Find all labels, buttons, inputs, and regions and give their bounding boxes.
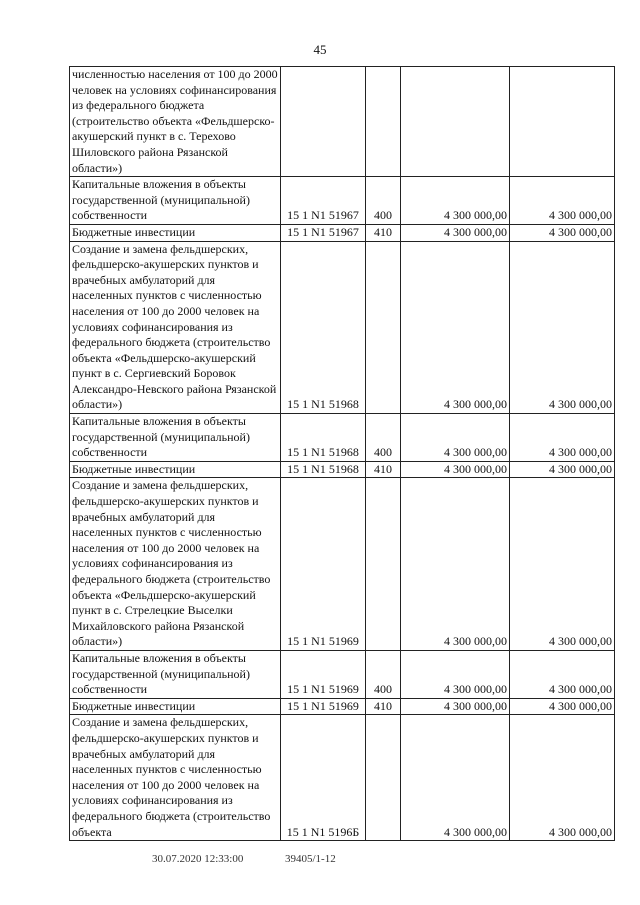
row-expense-type-cell: 400 bbox=[366, 414, 401, 462]
row-amount-cell: 4 300 000,00 bbox=[510, 698, 615, 715]
row-expense-type-cell: 410 bbox=[366, 224, 401, 241]
row-code-cell: 15 1 N1 51967 bbox=[281, 177, 366, 225]
table-row bbox=[70, 650, 615, 698]
row-amount-cell: 4 300 000,00 bbox=[510, 478, 615, 651]
row-code-cell bbox=[281, 67, 366, 177]
row-code-cell: 15 1 N1 51967 bbox=[281, 224, 366, 241]
row-code-cell: 15 1 N1 51968 bbox=[281, 241, 366, 414]
row-code-cell: 15 1 N1 51969 bbox=[281, 478, 366, 651]
row-name-cell: Капитальные вложения в объекты государственной (муниципальной) собственности bbox=[70, 414, 281, 462]
table-row bbox=[70, 698, 615, 715]
row-amount-cell: 4 300 000,00 bbox=[401, 414, 510, 462]
row-code-cell: 15 1 N1 5196Б bbox=[281, 715, 366, 841]
row-code-cell: 15 1 N1 51968 bbox=[281, 414, 366, 462]
budget-table-body bbox=[70, 67, 615, 841]
row-name-cell: численностью населения от 100 до 2000 человек на условиях софинансирования из федерального бюджета (строительство объекта «Фельдшерско-акушерский пункт в с. Терехово Шиловского района Рязанской области») bbox=[70, 67, 281, 177]
table-row bbox=[70, 224, 615, 241]
page-number: 45 bbox=[313, 42, 327, 57]
row-name-cell: Создание и замена фельдшерских, фельдшерско-акушерских пунктов и врачебных амбулаторий для населенных пунктов с численностью населения от 100 до 2000 человек на условиях софинансирования из федерального бюджета (строительство объекта bbox=[70, 715, 281, 841]
row-amount-cell: 4 300 000,00 bbox=[510, 177, 615, 225]
row-code-cell: 15 1 N1 51969 bbox=[281, 698, 366, 715]
row-expense-type-cell: 400 bbox=[366, 177, 401, 225]
row-expense-type-cell bbox=[366, 478, 401, 651]
row-amount-cell bbox=[401, 67, 510, 177]
row-expense-type-cell: 400 bbox=[366, 650, 401, 698]
row-name-cell: Бюджетные инвестиции bbox=[70, 224, 281, 241]
row-amount-cell: 4 300 000,00 bbox=[401, 177, 510, 225]
row-amount-cell: 4 300 000,00 bbox=[510, 241, 615, 414]
row-name-cell: Капитальные вложения в объекты государственной (муниципальной) собственности bbox=[70, 650, 281, 698]
row-name-cell: Создание и замена фельдшерских, фельдшерско-акушерских пунктов и врачебных амбулаторий для населенных пунктов с численностью населения от 100 до 2000 человек на условиях софинансирования из федерального бюджета (строительство объекта «Фельдшерско-акушерский пункт в с. Стрелецкие Выселки Михайловского района Рязанской области») bbox=[70, 478, 281, 651]
table-row bbox=[70, 715, 615, 841]
row-expense-type-cell: 410 bbox=[366, 698, 401, 715]
row-amount-cell: 4 300 000,00 bbox=[401, 241, 510, 414]
table-row bbox=[70, 241, 615, 414]
row-name-cell: Создание и замена фельдшерских, фельдшерско-акушерских пунктов и врачебных амбулаторий для населенных пунктов с численностью населения от 100 до 2000 человек на условиях софинансирования из федерального бюджета (строительство объекта «Фельдшерско-акушерский пункт в с. Сергиевский Боровок Александро-Невского района Рязанской области») bbox=[70, 241, 281, 414]
table-row bbox=[70, 67, 615, 177]
row-amount-cell: 4 300 000,00 bbox=[510, 224, 615, 241]
row-code-cell: 15 1 N1 51969 bbox=[281, 650, 366, 698]
row-amount-cell: 4 300 000,00 bbox=[510, 715, 615, 841]
row-amount-cell: 4 300 000,00 bbox=[510, 650, 615, 698]
table-row bbox=[70, 478, 615, 651]
row-code-cell: 15 1 N1 51968 bbox=[281, 461, 366, 478]
row-expense-type-cell bbox=[366, 67, 401, 177]
footer-timestamp: 30.07.2020 12:33:00 bbox=[152, 853, 244, 865]
row-amount-cell: 4 300 000,00 bbox=[510, 414, 615, 462]
row-amount-cell: 4 300 000,00 bbox=[401, 478, 510, 651]
row-amount-cell: 4 300 000,00 bbox=[401, 715, 510, 841]
row-name-cell: Бюджетные инвестиции bbox=[70, 698, 281, 715]
row-amount-cell bbox=[510, 67, 615, 177]
row-expense-type-cell bbox=[366, 241, 401, 414]
table-row bbox=[70, 414, 615, 462]
row-amount-cell: 4 300 000,00 bbox=[401, 461, 510, 478]
table-row bbox=[70, 177, 615, 225]
row-name-cell: Бюджетные инвестиции bbox=[70, 461, 281, 478]
row-name-cell: Капитальные вложения в объекты государственной (муниципальной) собственности bbox=[70, 177, 281, 225]
row-amount-cell: 4 300 000,00 bbox=[401, 224, 510, 241]
row-amount-cell: 4 300 000,00 bbox=[510, 461, 615, 478]
row-amount-cell: 4 300 000,00 bbox=[401, 698, 510, 715]
budget-table bbox=[69, 66, 615, 841]
footer-document-code: 39405/1-12 bbox=[285, 853, 336, 865]
table-row bbox=[70, 461, 615, 478]
row-expense-type-cell bbox=[366, 715, 401, 841]
row-expense-type-cell: 410 bbox=[366, 461, 401, 478]
row-amount-cell: 4 300 000,00 bbox=[401, 650, 510, 698]
